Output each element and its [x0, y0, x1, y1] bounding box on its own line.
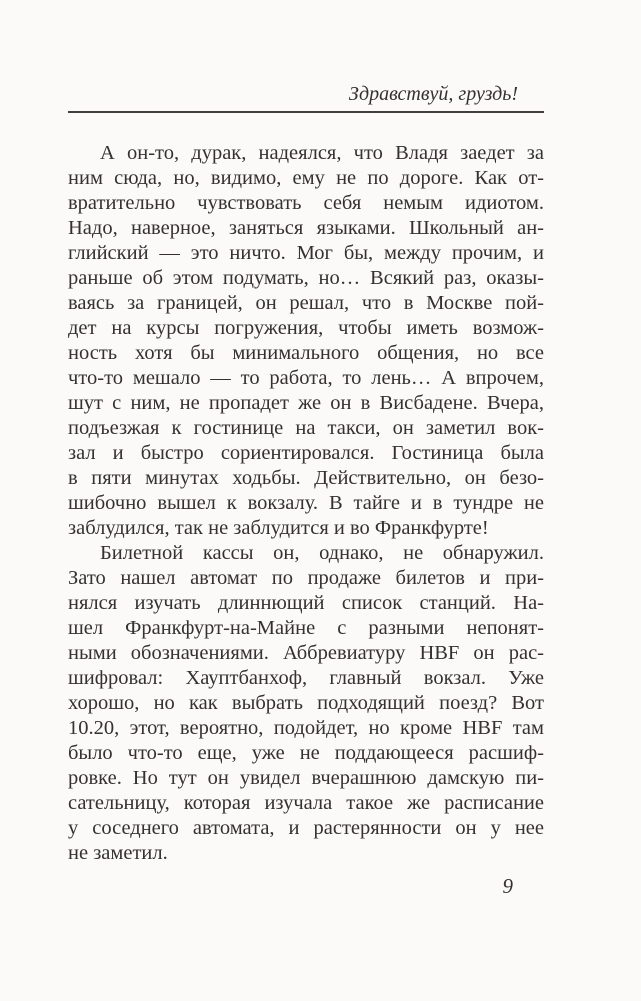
text-line: шибочно вышел к вокзалу. В тайге и в тундре не [68, 492, 544, 514]
text-line: ним сюда, но, видимо, ему не по дороге. Как от- [68, 167, 544, 189]
running-head: Здравствуй, груздь! [348, 83, 518, 105]
header-rule [68, 111, 544, 113]
text-line: 10.20, этот, вероятно, подойдет, но кроме HBF там [68, 717, 544, 739]
text-line: у соседнего автомата, и растерянности он у нее [68, 817, 544, 839]
text-line: хорошо, но как выбрать подходящий поезд? Вот [68, 692, 544, 714]
text-line: сательницу, которая изучала такое же расписание [68, 792, 544, 814]
text-line: было что-то еще, уже не поддающееся расшиф- [68, 742, 544, 764]
text-line: вратительно чувствовать себя немым идиотом. [68, 192, 544, 214]
body-text [68, 141, 544, 866]
text-line: шел Франкфурт-на-Майне с разными непонят- [68, 617, 544, 639]
text-line: ными обозначениями. Аббревиатуру HBF он рас- [68, 642, 544, 664]
text-line: не заметил. [68, 842, 168, 864]
text-line: в пяти минутах ходьбы. Действительно, он безо- [68, 467, 544, 489]
text-line: глийский — это ничто. Мог бы, между прочим, и [68, 242, 544, 264]
text-line: дет на курсы погружения, чтобы иметь возмож- [68, 317, 544, 339]
text-line: Надо, наверное, заняться языками. Школьный ан- [68, 217, 544, 239]
text-line: ровке. Но тут он увидел вчерашнюю дамскую пи- [68, 767, 544, 789]
text-line: нялся изучать длиннющий список станций. На- [68, 592, 544, 614]
text-line: ность хотя бы минимального общения, но все [68, 342, 544, 364]
text-line: Билетной кассы он, однако, не обнаружил. [100, 542, 544, 564]
text-line: раньше об этом подумать, но… Всякий раз, оказы- [68, 267, 544, 289]
text-line: подъезжая к гостинице на такси, он заметил вок- [68, 417, 544, 439]
page-number: 9 [502, 874, 513, 898]
text-line: шут с ним, не пропадет же он в Висбадене. Вчера, [68, 392, 544, 414]
text-line: шифровал: Хауптбанхоф, главный вокзал. Уже [68, 667, 544, 689]
text-line: ваясь за границей, он решал, что в Москве пой- [68, 292, 544, 314]
text-line: зал и быстро сориентировался. Гостиница была [68, 442, 544, 464]
text-line: А он-то, дурак, надеялся, что Владя заедет за [100, 142, 544, 164]
text-line: заблудился, так не заблудится и во Франкфурте! [68, 517, 489, 539]
text-line: что-то мешало — то работа, то лень… А впрочем, [68, 367, 544, 389]
text-line: Зато нашел автомат по продаже билетов и при- [68, 567, 544, 589]
